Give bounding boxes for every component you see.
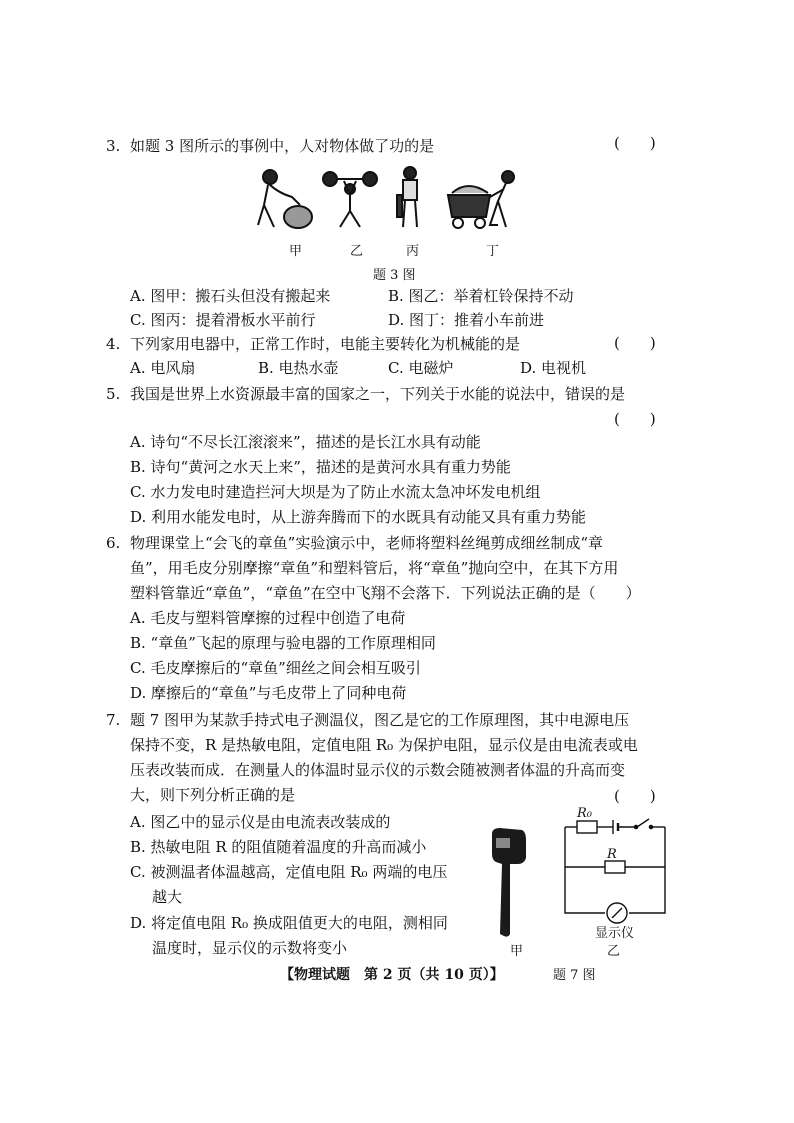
q3-label-ding: 丁 (486, 244, 500, 259)
q5-option-d: D. 利用水能发电时，从上游奔腾而下的水既具有动能又具有重力势能 (130, 508, 587, 526)
q4-stem: 下列家用电器中，正常工作时，电能主要转化为机械能的是 (130, 335, 521, 353)
q3-label-bing: 丙 (406, 244, 420, 259)
q3-option-c: C. 图丙：提着滑板水平前行 (130, 311, 316, 329)
q7-label-jia: 甲 (510, 944, 524, 959)
r0-label: R₀ (577, 806, 592, 821)
q5-number: 5. (106, 385, 121, 403)
q3-option-b: B. 图乙：举着杠铃保持不动 (388, 287, 574, 305)
thermometer-device (488, 828, 528, 938)
q7-stem-line-1: 题 7 图甲为某款手持式电子测温仪，图乙是它的工作原理图，其中电源电压 (130, 711, 630, 729)
q3-figure (240, 165, 550, 235)
q6-stem-line-2: 鱼”，用毛皮分别摩擦“章鱼”和塑料管后，将“章鱼”抛向空中，在其下方用 (130, 559, 619, 577)
q5-option-a: A. 诗句“不尽长江滚滚来”，描述的是长江水具有动能 (130, 433, 481, 451)
page-footer: 【物理试题 第 2 页（共 10 页）】 (280, 967, 504, 983)
scene-bing-person-skateboard (397, 167, 417, 227)
q7-option-d-cont: 温度时，显示仪的示数将变小 (152, 939, 348, 957)
q3-answer-paren: ( ) (614, 134, 656, 152)
q7-stem-line-4: 大，则下列分析正确的是 (130, 786, 296, 804)
circuit-diagram (555, 805, 675, 920)
scene-jia-person-stone (258, 170, 312, 228)
q6-stem-line-3: 塑料管靠近“章鱼”，“章鱼”在空中飞翔不会落下．下列说法正确的是（ ） (130, 584, 641, 602)
q7-option-b: B. 热敏电阻 R 的阻值随着温度的升高而减小 (130, 838, 427, 856)
q6-stem-line-1: 物理课堂上“会飞的章鱼”实验演示中，老师将塑料丝绳剪成细丝制成“章 (130, 534, 604, 552)
q3-option-d: D. 图丁：推着小车前进 (388, 311, 545, 329)
q7-option-d: D. 将定值电阻 R₀ 换成阻值更大的电阻，测相同 (130, 914, 448, 932)
scene-ding-person-cart (448, 171, 514, 228)
q7-answer-paren: ( ) (614, 787, 656, 805)
q6-option-c: C. 毛皮摩擦后的“章鱼”细丝之间会相互吸引 (130, 659, 421, 677)
q3-label-yi: 乙 (350, 244, 364, 259)
q7-stem-line-3: 压表改装而成．在测量人的体温时显示仪的示数会随被测者体温的升高而变 (130, 761, 626, 779)
r-label: R (607, 847, 617, 862)
q5-answer-paren: ( ) (614, 410, 656, 428)
q4-option-a: A. 电风扇 (130, 359, 196, 377)
q4-number: 4. (106, 335, 121, 353)
q4-answer-paren: ( ) (614, 334, 656, 352)
q6-option-d: D. 摩擦后的“章鱼”与毛皮带上了同种电荷 (130, 684, 407, 702)
meter-label: 显示仪 (595, 926, 635, 941)
q3-option-a: A. 图甲：搬石头但没有搬起来 (130, 287, 331, 305)
q5-option-b: B. 诗句“黄河之水天上来”，描述的是黄河水具有重力势能 (130, 458, 511, 476)
q7-number: 7. (106, 711, 121, 729)
q6-number: 6. (106, 534, 121, 552)
q7-label-yi: 乙 (607, 944, 621, 959)
q3-caption: 题 3 图 (373, 268, 416, 283)
q5-option-c: C. 水力发电时建造拦河大坝是为了防止水流太急冲坏发电机组 (130, 483, 541, 501)
q5-stem: 我国是世界上水资源最丰富的国家之一，下列关于水能的说法中，错误的是 (130, 385, 626, 403)
q7-option-c-cont: 越大 (152, 888, 183, 906)
q4-option-c: C. 电磁炉 (388, 359, 454, 377)
q7-option-a: A. 图乙中的显示仪是由电流表改装成的 (130, 813, 391, 831)
q7-caption: 题 7 图 (553, 968, 596, 983)
q4-option-b: B. 电热水壶 (258, 359, 339, 377)
q3-stem: 如题 3 图所示的事例中，人对物体做了功的是 (130, 137, 435, 155)
q7-option-c: C. 被测温者体温越高，定值电阻 R₀ 两端的电压 (130, 863, 448, 881)
q3-number: 3. (106, 137, 121, 155)
q6-option-a: A. 毛皮与塑料管摩擦的过程中创造了电荷 (130, 609, 406, 627)
q4-option-d: D. 电视机 (520, 359, 587, 377)
scene-yi-weightlifter (323, 172, 377, 227)
q6-option-b: B. “章鱼”飞起的原理与验电器的工作原理相同 (130, 634, 436, 652)
q3-label-jia: 甲 (289, 244, 303, 259)
q7-stem-line-2: 保持不变，R 是热敏电阻，定值电阻 R₀ 为保护电阻，显示仪是由电流表或电 (130, 736, 638, 754)
